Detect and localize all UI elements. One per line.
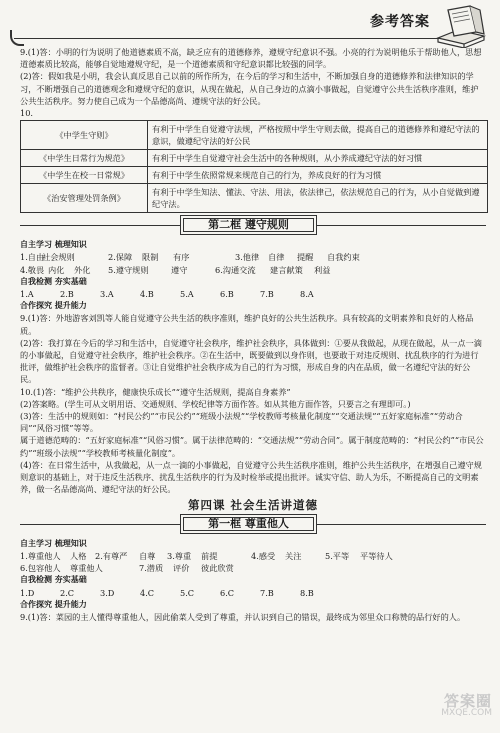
answer-item: 7.潜质 (139, 563, 164, 574)
answer-item: 2.C (60, 587, 75, 598)
self-study-heading: 自主学习 梳理知识 (20, 240, 87, 250)
answer-item: 2.B (60, 289, 74, 300)
rule-name: 《治安管理处罚条例》 (21, 184, 148, 213)
answer-item: 尊重他人 (70, 563, 103, 574)
answer-q10-3a: (3)答：生活中的规则如：“村民公约”“市民公约”“班级小法规”“学校教师考核量化制度”“交通法规”“五好家庭标准”“劳动合同”“风俗习惯”等等。 (20, 411, 463, 434)
rule-name: 《中学生守则》 (21, 121, 148, 150)
rule-description: 有利于中学生知法、懂法、守法、用法，依法律己，依法规范自己的行为，从小自觉做到遵纪守法。 (148, 184, 488, 213)
answer-item: 5.C (180, 587, 195, 598)
self-test-heading: 自我检测 夯实基础 (20, 276, 87, 286)
header-rule (14, 38, 439, 39)
answer-item: 3.尊重 (167, 550, 192, 561)
answer-q10-label: 10. (20, 108, 34, 119)
answer-q9-1-s2: 9.(1)答：外地游客刘凯等人能自觉遵守公共生活的秩序准则，维护良好的公共生活秩序。具有较高的文明素养和良好的人格品质。 (20, 313, 474, 336)
answer-item: 4.C (140, 587, 155, 598)
answer-item: 6.沟通交流 (215, 264, 256, 275)
answer-item: 6.包容他人 (20, 563, 61, 574)
self-study-row (20, 562, 486, 574)
answer-item: 有序 (173, 252, 190, 263)
self-study-row (20, 251, 486, 263)
self-study-heading: 自主学习 梳理知识 (20, 538, 87, 548)
answer-item: 关注 (285, 550, 302, 561)
section-banner-wrap (20, 215, 486, 237)
lesson-title: 第四课 社会生活讲道德 (187, 498, 318, 513)
table-row (21, 184, 488, 213)
answer-item: 3.D (100, 587, 115, 598)
answer-item: 彼此欣赏 (201, 563, 234, 574)
answer-q9-2-s2: (2)答：我打算在今后的学习和生活中，自觉遵守社会秩序，维护社会秩序，具体做到：①要从我做起，从现在做起，从一点一滴的小事做起，自觉遵守社会秩序，维护社会秩序。②在生活中，既要做到以身作则，也要敢于对违反规则、扰乱秩序的行为进行批评，做维护社会秩序的监督者。③让自觉维护社会秩序成为自己的行为习惯，形成自身的内在品质，做一名遵纪守法的好公民。 (20, 337, 482, 385)
answer-item: 1.A (20, 289, 34, 300)
answer-item: 4.感受 (251, 550, 276, 561)
answer-item: 前提 (201, 550, 218, 561)
answer-item: 4.敬畏 (20, 264, 45, 275)
answer-item: 内化 (48, 264, 65, 275)
rule-description: 有利于中学生依照常规来规范自己的行为，养成良好的行为习惯 (148, 167, 488, 184)
watermark-url: MXQE.COM (441, 708, 492, 719)
answer-item: 5.A (180, 289, 194, 300)
answer-q9-2: (2)答：假如我是小明，我会认真反思自己以前的所作所为，在今后的学习和生活中，不断加强自身的道德修养和法律知识的学习，不断增强自己的道德观念和遵规守纪的意识，从现在做起，从自己身边的点滴小事做起，自觉遵守公共生活秩序准则，维护公共生活秩序。努力使自己成为一个品德高尚、遵规守法的好公民。 (20, 71, 479, 106)
answer-item: 8.B (300, 587, 314, 598)
answer-item: 5.平等 (325, 550, 350, 561)
rules-table (20, 120, 488, 213)
self-test-heading: 自我检测 夯实基础 (20, 575, 87, 585)
self-test-row (20, 288, 486, 300)
answer-item: 8.A (300, 289, 314, 300)
answer-item: 遵守 (171, 264, 188, 275)
answer-item: 利益 (314, 264, 331, 275)
answer-q10-4: (4)答：在日常生活中，从我做起，从一点一滴的小事做起，自觉遵守公共生活秩序准则，维护公共生活秩序，在增强自己遵守规则意识的基础上，对于违反生活秩序、扰乱生活秩序的行为及时检举或提出批评。诚实守信、助人为乐，不断提高自己的文明素养，做一名品德高尚、遵纪守法的好公民。 (20, 459, 482, 495)
section-banner-wrap (20, 514, 486, 536)
answer-q9-1: 9.(1)答：小明的行为说明了他道德素质不高，缺乏应有的道德修养，遵规守纪意识不强。小亮的行为说明他乐于帮助他人，思想道德素质比较高，能够自觉地遵规守纪，是一个道德素质和守纪意识都比较强的同学。 (20, 47, 482, 70)
answer-item: 7.B (260, 289, 274, 300)
rule-description: 有利于中学生自觉遵守社会生活中的各种规则，从小养成遵纪守法的好习惯 (148, 150, 488, 167)
answer-item: 外化 (74, 264, 91, 275)
table-row (21, 150, 488, 167)
answer-item: 限制 (142, 252, 159, 263)
answer-item: 5.遵守规则 (108, 264, 149, 275)
answer-item: 3.他律 (235, 252, 260, 263)
answer-item: 4.B (140, 289, 154, 300)
answer-item: 评价 (173, 563, 190, 574)
section-banner-obey-rules: 第二框 遵守规则 (180, 215, 317, 235)
watermark-text: 答案圈 (443, 692, 492, 710)
answer-item: 自我约束 (327, 252, 360, 263)
answer-item: 6.C (220, 587, 235, 598)
answer-item: 社会规则 (42, 252, 75, 263)
answer-item: 平等待人 (360, 550, 393, 561)
answer-item: 2.保障 (108, 252, 133, 263)
book-stack-icon (434, 4, 488, 48)
answer-item: 1.尊重他人 (20, 550, 61, 561)
self-test-row (20, 587, 486, 599)
self-study-row (20, 550, 486, 562)
rule-description: 有利于中学生自觉遵守法规，严格按照中学生守则去做，提高自己的道德修养和遵纪守法的意识，做遵纪守法的好公民 (148, 121, 488, 150)
answer-q10-2: (2)答案略。(学生可从文明用语、交通规则、学校纪律等方面作答。如从其他方面作答，只要言之有理即可。) (20, 398, 411, 409)
answer-item: 2.有尊严 (95, 550, 128, 561)
self-study-row (20, 264, 486, 276)
page-header-title: 参考答案 (370, 14, 430, 30)
table-row (21, 121, 488, 150)
answer-item: 3.A (100, 289, 114, 300)
coop-heading: 合作探究 提升能力 (20, 301, 87, 311)
rule-name: 《中学生在校一日常规》 (21, 167, 148, 184)
answer-item: 自尊 (139, 550, 156, 561)
answer-item: 建言献策 (270, 264, 303, 275)
answer-q10-1: 10.(1)答：“维护公共秩序，健康快乐成长”“遵守生活规则，提高自身素养” (20, 386, 291, 397)
section-banner-respect-others: 第一框 尊重他人 (180, 514, 317, 534)
answer-content (20, 46, 486, 623)
answer-item: 提醒 (297, 252, 314, 263)
answer-item: 1.D (20, 587, 35, 598)
answer-item: 自律 (268, 252, 285, 263)
answer-item: 7.B (260, 587, 274, 598)
answer-item: 1.自由 (20, 252, 45, 263)
table-row (21, 167, 488, 184)
answer-q10-3b: 属于道德范畴的：“五好家庭标准”“风俗习惯”。属于法律范畴的：“交通法规”“劳动合同”。属于制度范畴的：“村民公约”“市民公约”“班级小法规”“学校教师考核量化制度”。 (20, 435, 484, 458)
answer-q9-1-l4: 9.(1)答：菜园的主人懂得尊重他人，因此偷菜人受到了尊重，并认识到自己的错误，最终成为邻里众口称赞的品行好的人。 (20, 611, 466, 622)
watermark-logo (412, 692, 492, 725)
rule-name: 《中学生日常行为规范》 (21, 150, 148, 167)
answer-item: 人格 (70, 550, 87, 561)
coop-heading: 合作探究 提升能力 (20, 599, 87, 609)
answer-item: 6.B (220, 289, 234, 300)
